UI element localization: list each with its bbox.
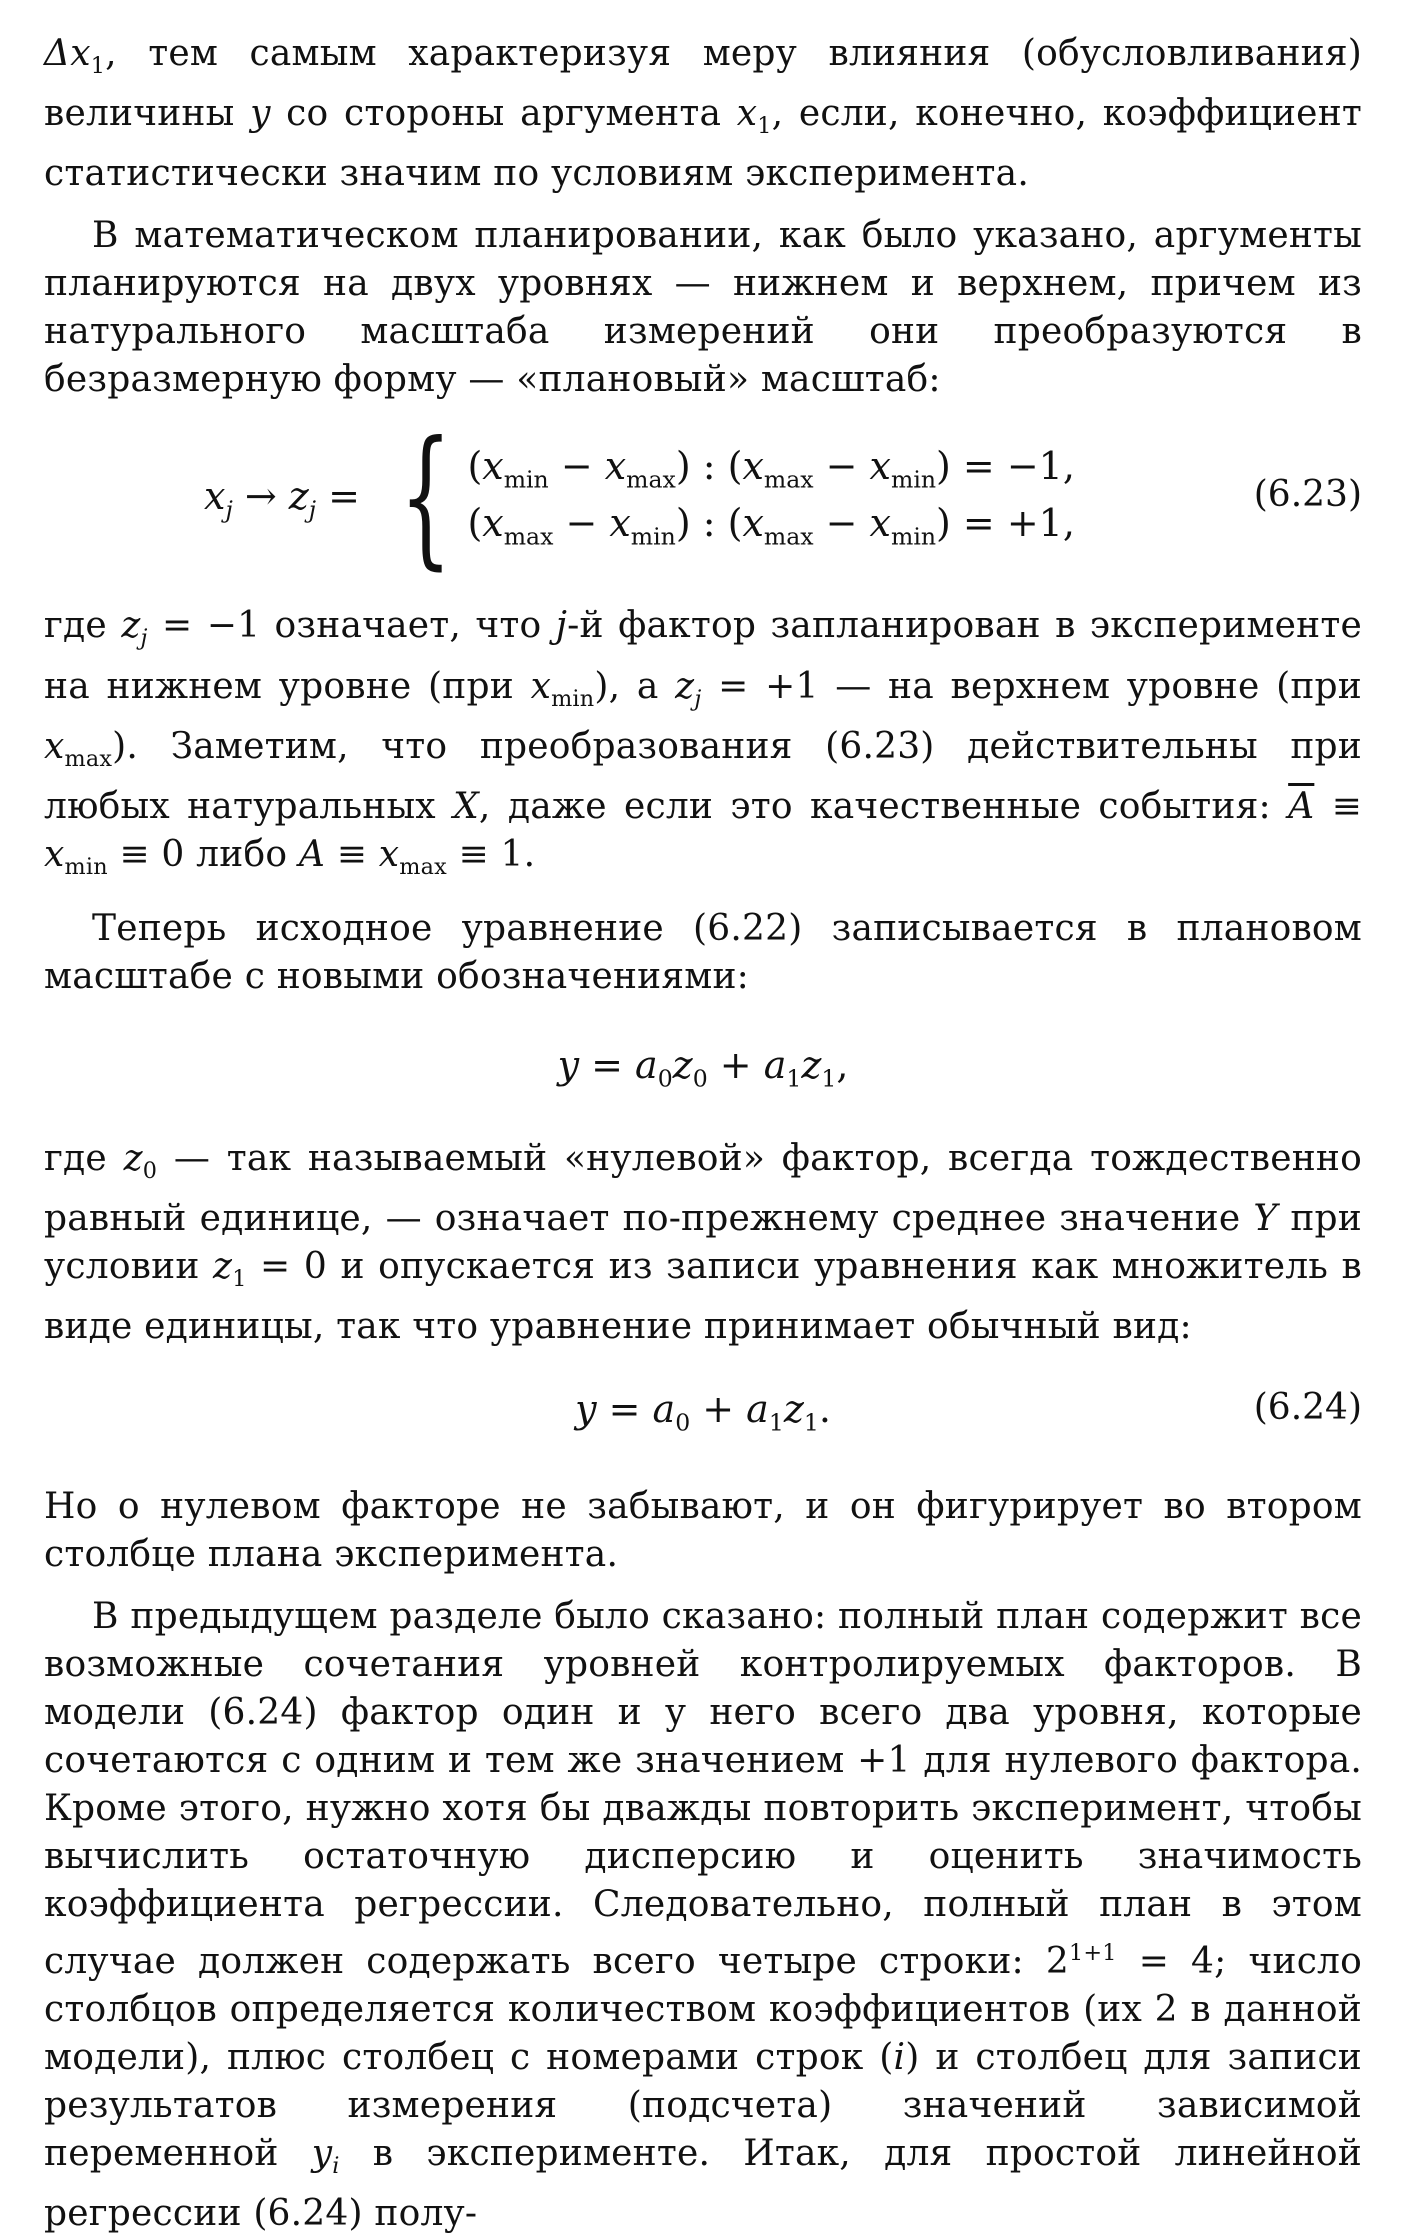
left-brace-icon: { [399,410,452,585]
paragraph-1: $\Delta x_1$, тем самым характеризуя меру влияния (обусловливания) величины y со стороны аргумента $x_1$, если, конечно, коэффициент статистически значим по условиям эксперимента. [44,33,1363,195]
equation-plan-scale: $y = a_0z_0 + a_1z_1$, [557,1043,849,1093]
equation-6-23 [44,410,1362,585]
equation-6-23-case-2: $(x_{max} - x_{min})$ : $(x_{max} - x_{min}) = +1$, [467,501,1075,551]
page-content [44,30,1362,2238]
paragraph-5: где $z_0$ — так называемый «нулевой» фактор, всегда тождественно равный единице, — означает по-прежнему среднее значение Y при условии $z_1 = 0$ и опускается из записи уравнения как множитель в виде единицы, так что уравнение принимает обычный вид: [44,1137,1363,1348]
equation-6-23-cases [384,410,1075,585]
paragraph-2: В математическом планировании, как было указано, аргументы планируются на двух уровнях — нижнем и верхнем, причем из натурального масштаба измерений они преобразуются в безразмерную форму — «плановый» масштаб: [44,215,1362,401]
paragraph-4: Теперь исходное уравнение (6.22) записывается в плановом масштабе с новыми обозначениями: [44,908,1362,998]
equation-6-24-body: $y = a_0 + a_1z_1$. [575,1387,831,1437]
equation-6-23-case-1: $(x_{min} - x_{max})$ : $(x_{max} - x_{min}) = -1$, [467,443,1075,494]
equation-number-6-24: (6.24) [1253,1387,1362,1429]
paragraph-7: В предыдущем разделе было сказано: полный план содержит все возможные сочетания уровней контролируемых факторов. В модели (6.24) фактор один и у него всего два уровня, которые сочетаются с одним и тем же значением +1 для нулевого фактора. Кроме этого, нужно хотя бы дважды повторить эксперимент, чтобы вычислить остаточную дисперсию и оценить значимость коэффициента регрессии. Следовательно, полный план в этом случае должен содержать всего четыре строки: $2^{1+1} = 4$; число столбцов определяется количеством коэффициентов (их 2 в данной модели), плюс столбец с номерами строк (i) и столбец для записи результатов измерения (подсчета) значений зависимой переменной $y_i$ в эксперименте. Итак, для простой линейной регрессии (6.24) полу- [44,1596,1362,2235]
equation-number-6-23: (6.23) [1253,474,1362,516]
equation-6-23-lhs: $x_j \to z_j$ = [204,474,361,524]
paragraph-6: Но о нулевом факторе не забывают, и он фигурирует во втором столбце плана эксперимента. [44,1486,1362,1576]
paragraph-3: где $z_j = -1$ означает, что j-й фактор запланирован в эксперименте на нижнем уровне (при $x_{min}$), а $z_j = +1$ — на верхнем уровне (при $x_{max}$). Заметим, что преобразования (6.23) действительны при любых натуральных X, даже если это качественные события: $\overline{A} \equiv x_{min} \equiv 0$ либо $A \equiv x_{max} \equiv 1$. [44,605,1362,881]
equation-6-24 [44,1387,1362,1447]
